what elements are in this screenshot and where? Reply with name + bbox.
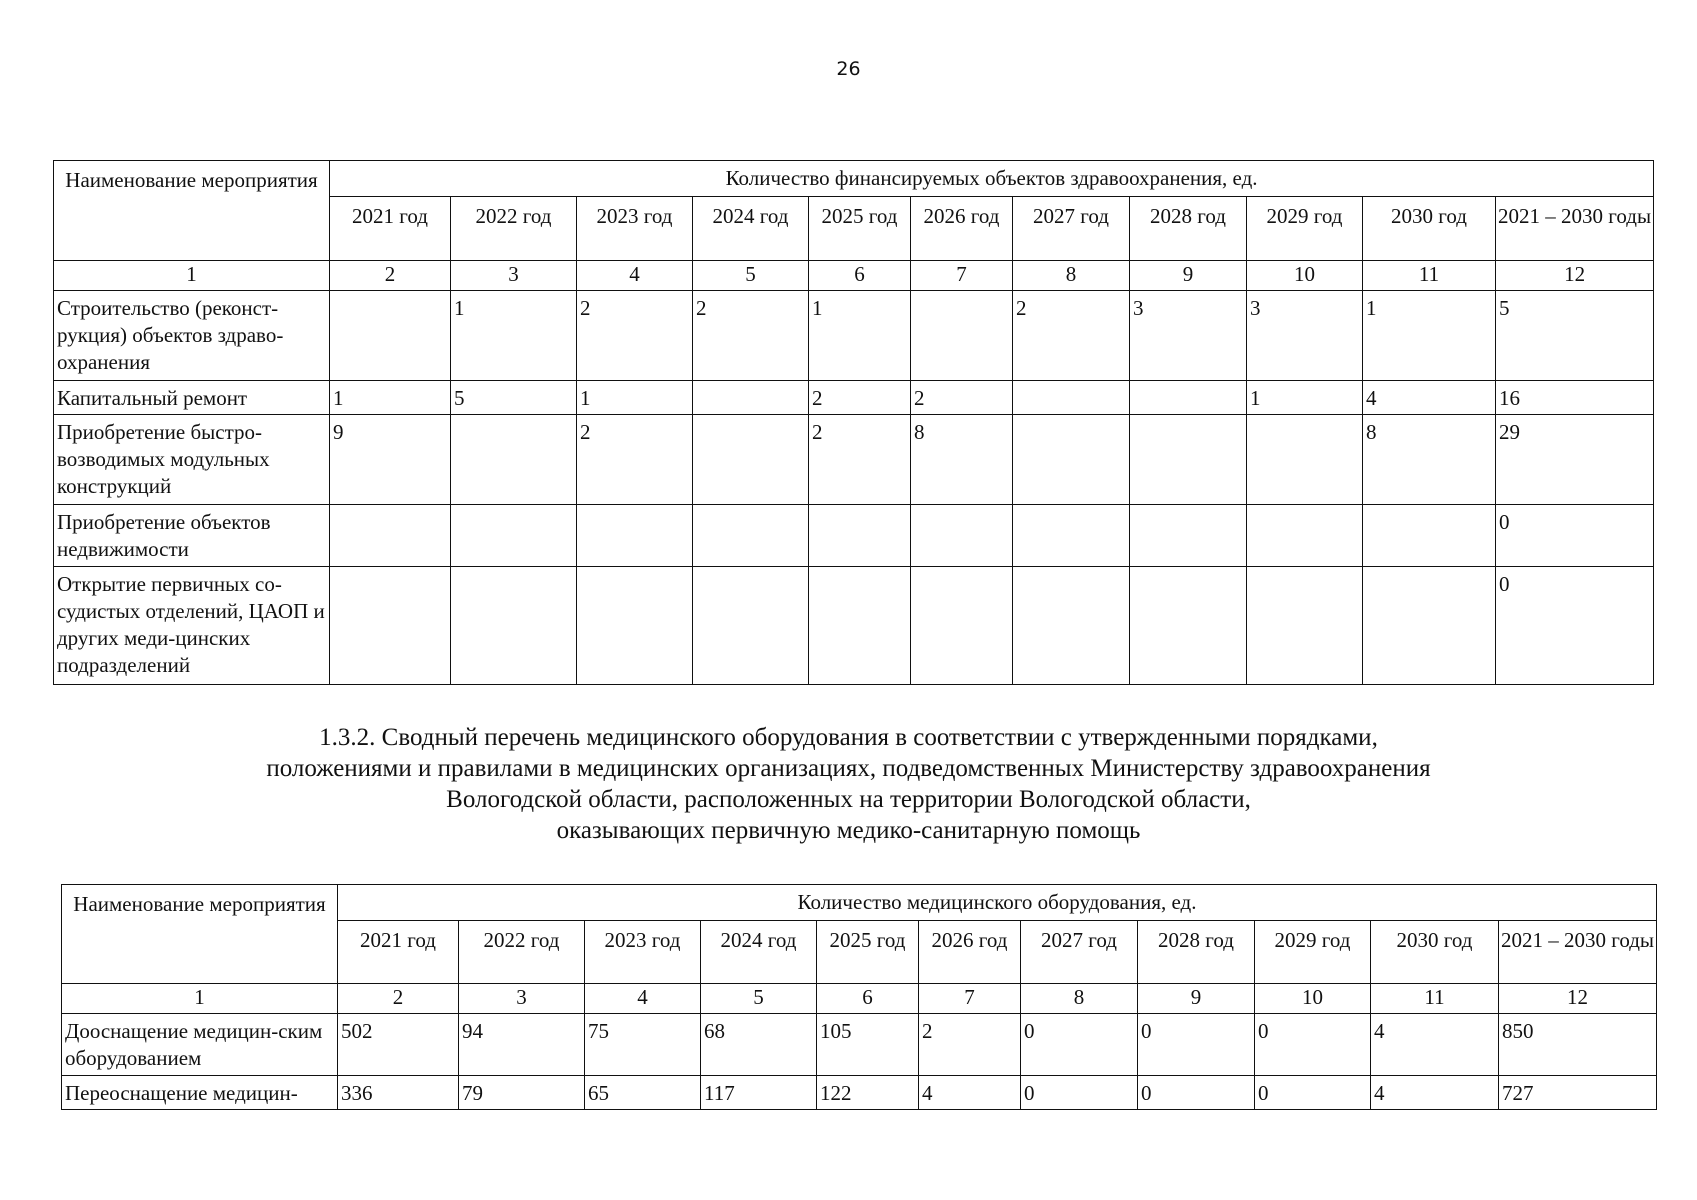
cell-value: 0: [1255, 1014, 1371, 1076]
column-header-name: Наименование мероприятия: [54, 161, 330, 261]
cell-value: [451, 415, 577, 505]
year-header: 2029 год: [1255, 921, 1371, 984]
cell-value: 2: [911, 381, 1013, 415]
column-index: 5: [701, 984, 817, 1014]
year-header: 2028 год: [1130, 197, 1247, 261]
column-index: 10: [1247, 261, 1363, 291]
cell-value: 2: [1013, 291, 1130, 381]
cell-value: [330, 567, 451, 685]
column-index: 12: [1496, 261, 1654, 291]
year-header: 2028 год: [1138, 921, 1255, 984]
year-header: 2021 год: [338, 921, 459, 984]
row-label: Переоснащение медицин-: [62, 1076, 338, 1110]
cell-value: [1363, 505, 1496, 567]
year-header: 2023 год: [577, 197, 693, 261]
year-header-total: 2021 – 2030 годы: [1499, 921, 1657, 984]
year-header: 2022 год: [459, 921, 585, 984]
column-index: 1: [54, 261, 330, 291]
cell-value: 68: [701, 1014, 817, 1076]
year-header: 2025 год: [809, 197, 911, 261]
column-index: 11: [1371, 984, 1499, 1014]
column-index-row: [62, 984, 1657, 1014]
year-header: 2021 год: [330, 197, 451, 261]
year-header: 2024 год: [701, 921, 817, 984]
cell-value: 336: [338, 1076, 459, 1110]
row-label: Приобретение быстро-возводимых модульных конструкций: [54, 415, 330, 505]
table-row: [54, 291, 1654, 381]
year-header: 2024 год: [693, 197, 809, 261]
cell-value: 0: [1138, 1076, 1255, 1110]
medical-equipment-table: [61, 884, 1657, 1110]
cell-value: [577, 505, 693, 567]
table-row: [54, 415, 1654, 505]
column-index: 8: [1013, 261, 1130, 291]
row-label: Капитальный ремонт: [54, 381, 330, 415]
year-header: 2023 год: [585, 921, 701, 984]
cell-value: [809, 505, 911, 567]
row-label: Открытие первичных со-судистых отделений, ЦАОП и других меди-цинских подразделений: [54, 567, 330, 685]
column-index: 8: [1021, 984, 1138, 1014]
year-header: 2026 год: [919, 921, 1021, 984]
cell-value: [577, 567, 693, 685]
cell-value: 0: [1255, 1076, 1371, 1110]
cell-value: [911, 505, 1013, 567]
table-row: [54, 567, 1654, 685]
cell-value: [1247, 567, 1363, 685]
cell-value: [1247, 415, 1363, 505]
cell-value: 1: [330, 381, 451, 415]
cell-value: [1013, 567, 1130, 685]
cell-value: [330, 291, 451, 381]
cell-value: 4: [919, 1076, 1021, 1110]
cell-value: [911, 291, 1013, 381]
cell-value: 2: [919, 1014, 1021, 1076]
cell-value: [1013, 381, 1130, 415]
page-number: 26: [836, 58, 861, 80]
cell-value: [1130, 505, 1247, 567]
column-index: 9: [1138, 984, 1255, 1014]
cell-value: 0: [1021, 1076, 1138, 1110]
column-index: 3: [459, 984, 585, 1014]
year-header: 2025 год: [817, 921, 919, 984]
cell-value: 122: [817, 1076, 919, 1110]
cell-value: 1: [577, 381, 693, 415]
column-index: 12: [1499, 984, 1657, 1014]
table-row: [54, 381, 1654, 415]
cell-value-total: 16: [1496, 381, 1654, 415]
table-row: [54, 505, 1654, 567]
cell-value-total: 5: [1496, 291, 1654, 381]
column-index-row: [54, 261, 1654, 291]
cell-value: 3: [1130, 291, 1247, 381]
column-index: 10: [1255, 984, 1371, 1014]
cell-value: 65: [585, 1076, 701, 1110]
year-header: 2030 год: [1371, 921, 1499, 984]
cell-value: [330, 505, 451, 567]
table-row: [62, 1076, 1657, 1110]
column-index: 9: [1130, 261, 1247, 291]
cell-value-total: 850: [1499, 1014, 1657, 1076]
section-title-line: Вологодской области, расположенных на территории Вологодской области,: [446, 786, 1251, 813]
cell-value: [1130, 381, 1247, 415]
cell-value: 94: [459, 1014, 585, 1076]
cell-value: 8: [911, 415, 1013, 505]
cell-value: [1130, 567, 1247, 685]
year-header: 2026 год: [911, 197, 1013, 261]
year-header: 2022 год: [451, 197, 577, 261]
cell-value: 9: [330, 415, 451, 505]
cell-value: [451, 567, 577, 685]
cell-value-total: 0: [1496, 505, 1654, 567]
cell-value: [911, 567, 1013, 685]
column-index: 6: [817, 984, 919, 1014]
year-header: 2027 год: [1021, 921, 1138, 984]
section-title-line: оказывающих первичную медико-санитарную помощь: [556, 817, 1141, 844]
cell-value: [1363, 567, 1496, 685]
column-index: 1: [62, 984, 338, 1014]
cell-value: 5: [451, 381, 577, 415]
column-index: 4: [585, 984, 701, 1014]
cell-value: 502: [338, 1014, 459, 1076]
column-index: 4: [577, 261, 693, 291]
cell-value: 117: [701, 1076, 817, 1110]
cell-value: 8: [1363, 415, 1496, 505]
cell-value: 2: [693, 291, 809, 381]
cell-value: 4: [1371, 1014, 1499, 1076]
cell-value: 0: [1138, 1014, 1255, 1076]
cell-value: 79: [459, 1076, 585, 1110]
table-row: [62, 1014, 1657, 1076]
cell-value: [693, 381, 809, 415]
row-label: Приобретение объектов недвижимости: [54, 505, 330, 567]
column-index: 11: [1363, 261, 1496, 291]
column-index: 5: [693, 261, 809, 291]
cell-value: 2: [809, 415, 911, 505]
cell-value: 3: [1247, 291, 1363, 381]
column-group-header: Количество медицинского оборудования, ед.: [338, 885, 1657, 921]
cell-value-total: 727: [1499, 1076, 1657, 1110]
cell-value: 4: [1363, 381, 1496, 415]
column-index: 7: [911, 261, 1013, 291]
cell-value: [693, 505, 809, 567]
cell-value: 1: [1247, 381, 1363, 415]
cell-value: 1: [1363, 291, 1496, 381]
cell-value: [451, 505, 577, 567]
cell-value-total: 29: [1496, 415, 1654, 505]
year-header: 2029 год: [1247, 197, 1363, 261]
row-label: Дооснащение медицин-ским оборудованием: [62, 1014, 338, 1076]
cell-value-total: 0: [1496, 567, 1654, 685]
year-header: 2030 год: [1363, 197, 1496, 261]
cell-value: 1: [451, 291, 577, 381]
cell-value: [1013, 415, 1130, 505]
cell-value: [1130, 415, 1247, 505]
column-index: 3: [451, 261, 577, 291]
column-index: 6: [809, 261, 911, 291]
cell-value: 1: [809, 291, 911, 381]
cell-value: [1013, 505, 1130, 567]
year-header-total: 2021 – 2030 годы: [1496, 197, 1654, 261]
cell-value: 4: [1371, 1076, 1499, 1110]
funded-facilities-table: [53, 160, 1654, 685]
section-title: [0, 722, 1697, 846]
section-title-line: положениями и правилами в медицинских организациях, подведомственных Министерству здравоохранения: [266, 755, 1431, 782]
cell-value: 105: [817, 1014, 919, 1076]
column-index: 7: [919, 984, 1021, 1014]
cell-value: [693, 415, 809, 505]
year-header: 2027 год: [1013, 197, 1130, 261]
cell-value: 2: [577, 291, 693, 381]
row-label: Строительство (реконст-рукция) объектов здраво-охранения: [54, 291, 330, 381]
cell-value: [693, 567, 809, 685]
cell-value: 2: [809, 381, 911, 415]
section-title-line: 1.3.2. Сводный перечень медицинского оборудования в соответствии с утвержденными порядками,: [319, 724, 1378, 751]
column-index: 2: [330, 261, 451, 291]
cell-value: [1247, 505, 1363, 567]
cell-value: 75: [585, 1014, 701, 1076]
cell-value: [809, 567, 911, 685]
column-index: 2: [338, 984, 459, 1014]
cell-value: 0: [1021, 1014, 1138, 1076]
column-group-header: Количество финансируемых объектов здравоохранения, ед.: [330, 161, 1654, 197]
cell-value: 2: [577, 415, 693, 505]
column-header-name: Наименование мероприятия: [62, 885, 338, 984]
